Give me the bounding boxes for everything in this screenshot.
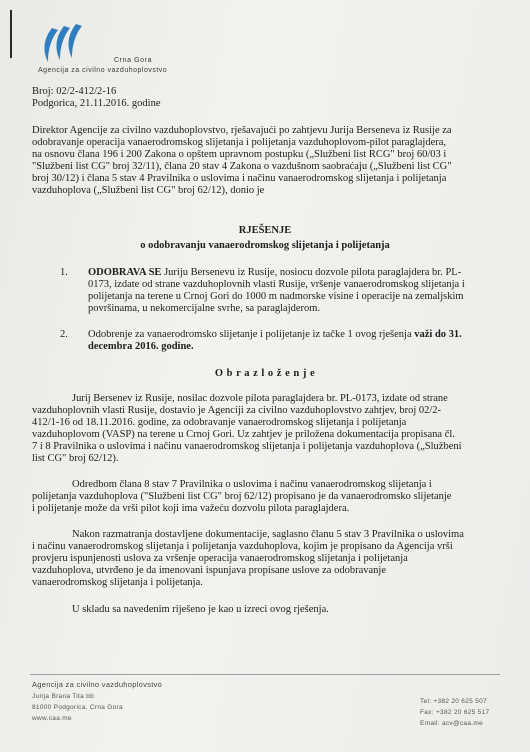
item-number: 2. (60, 329, 68, 340)
item-line (88, 329, 462, 341)
margin-mark (10, 10, 12, 58)
place-date: Podgorica, 21.11.2016. godine (32, 98, 161, 109)
validity-date: važi do 31. (414, 329, 462, 340)
item-text: Juriju Bersenevu iz Rusije, nosiocu dozvole pilota paraglajdera br. PL- (161, 267, 462, 278)
intro-line: broj 30/12) i člana 5 stav 4 Pravilnika o uslovima i načinu vanaerodromskog slijetanja i polijetanja (32, 173, 447, 184)
footer-fax: Fax: +382 20 625 517 (420, 709, 490, 716)
paragraph-line: i polijetanje može da vrši pilot koji ima važeću dozvolu pilota paraglajdera. (32, 503, 350, 514)
intro-line: "Službeni list CG" broj 32/11), člana 20 stav 4 Zakona o vazdušnom saobraćaju („Službeni list CG" (32, 161, 452, 172)
paragraph-line: 7 i 8 Pravilnika o uslovima i načinu vanaerodromskog slijetanja i polijetanja vazduhoplova („Službeni (32, 441, 462, 452)
footer-email: Email: acv@caa.me (420, 720, 483, 727)
paragraph-line: 412/1-16 od 18.11.2016. godine, za odobravanje vanaerodromskog slijetanja i polijetanja (32, 417, 407, 428)
paragraph-line: vazduhoplova, utvrđeno je da imenovani ispunjava propisane uslove za odobravanje (32, 565, 386, 576)
intro-line: vazduhoplova („Službeni list CG" broj 62/12), donio je (32, 185, 265, 196)
intro-line: na osnovu člana 196 i 200 Zakona o opštem upravnom postupku („Službeni list RCG" broj 60/03 i (32, 149, 447, 160)
paragraph-line: polijetanja vazduhoplova ("Službeni list CG" broj 62/12) propisano je da vanaerodromsko slijetanje (32, 491, 452, 502)
footer-address-line: 81000 Podgorica, Crna Gora (32, 704, 123, 711)
intro-line: odobravanje operacija vanaerodromskog slijetanja i polijetanja vazduhoplovom-pilot paraglajdera, (32, 137, 447, 148)
reasoning-title: O b r a z l o ž e n j e (214, 368, 316, 379)
item-line: površinama, u nekomercijalne svrhe, sa paraglajderom. (88, 303, 321, 314)
footer-agency: Agencija za civilno vazduhoplovstvo (32, 680, 163, 689)
closing-sentence: U skladu sa navedenim riješeno je kao u izreci ovog rješenja. (72, 604, 329, 615)
paragraph-line: Jurij Bersenev iz Rusije, nosilac dozvole pilota paraglajdera br. PL-0173, izdate od strane (72, 393, 448, 404)
intro-line: Direktor Agencije za civilno vazduhoplovstvo, rješavajući po zahtjevu Jurija Berseneva iz Rusije za (32, 125, 452, 136)
paragraph-line: list CG" broj 62/12). (32, 453, 119, 464)
footer-address-line: Jurija Brana Tita bb (32, 693, 95, 700)
decision-subtitle: o odobravanju vanaerodromskog slijetanja i polijetanja (140, 240, 390, 251)
paragraph-line: vazduhoplovnih vlasti Rusije, dostavio je Agenciji za civilno vazduhoplovstvo zahtjev, broj 02/2- (32, 405, 442, 416)
paragraph-line: i načinu vanaerodromskog slijetanja i polijetanja vazduhoplova, kojim je propisano da Agencija vrši (32, 541, 453, 552)
item-1-keyword: ODOBRAVA SE (88, 267, 162, 278)
agency-logo-icon (38, 18, 98, 66)
item-number: 1. (60, 267, 68, 278)
footer-divider (30, 674, 500, 675)
footer-tel: Tel: +382 20 625 507 (420, 698, 487, 705)
footer-website: www.caa.me (32, 715, 72, 722)
item-line: 0173, izdate od strane vazduhoplovnih vlasti Rusije, vršenje vanaerodromskog slijetanja i (88, 279, 465, 290)
paragraph-line: Nakon razmatranja dostavljene dokumentacije, saglasno članu 5 stav 3 Pravilnika o uslovima (72, 529, 464, 540)
org-agency-name: Agencija za civilno vazduhoplovstvo (38, 67, 168, 74)
paragraph-line: vanaerodromskog slijetanja i polijetanja. (32, 577, 203, 588)
item-line: polijetanja na terene u Crnoj Gori do 1000 m nadmorske visine i operacije na zemaljskim (88, 291, 464, 302)
org-country: Crna Gora (114, 57, 153, 64)
item-text: Odobrenje za vanaerodromsko slijetanje i polijetanje iz tačke 1 ovog rješenja (88, 329, 415, 340)
item-line (88, 267, 461, 279)
reference-number: Broj: 02/2-412/2-16 (32, 86, 117, 97)
validity-date: decembra 2016. godine. (88, 341, 194, 352)
paragraph-line: provjeru ispunjenosti uslova za vršenje operacija vanaerodromskog slijetanja i polijetanja (32, 553, 408, 564)
paragraph-line: Odredbom člana 8 stav 7 Pravilnika o uslovima i načinu vanaerodromskog slijetanja i (72, 479, 432, 490)
decision-title: RJEŠENJE (238, 225, 292, 236)
paragraph-line: vazduhoplovom (VASP) na terene u Crnoj Gori. Uz zahtjev je priložena dokumentacija propisana čl. (32, 429, 455, 440)
